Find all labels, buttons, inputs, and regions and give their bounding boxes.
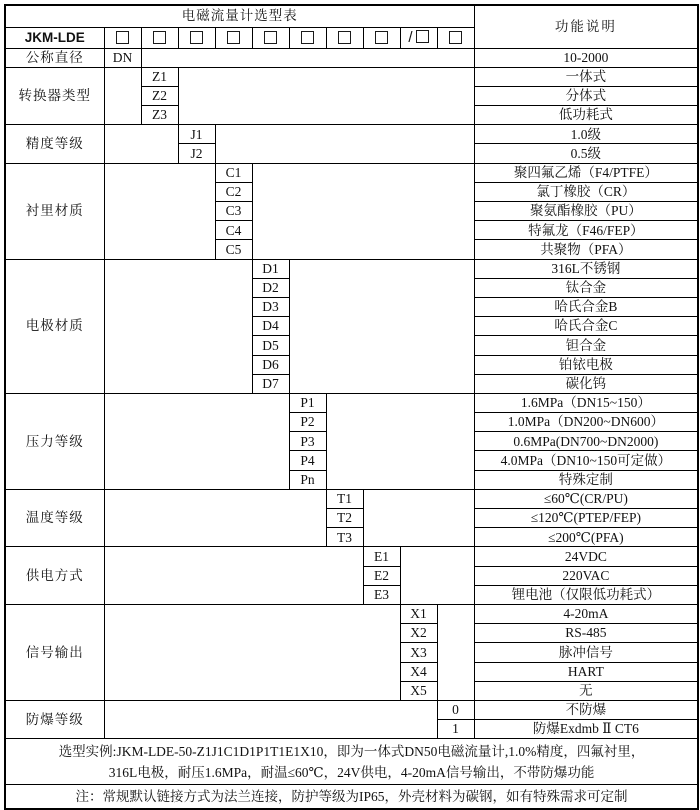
model-checkbox-cell[interactable]: [363, 27, 400, 48]
option-description: 特殊定制: [474, 470, 698, 489]
blank-cell: [104, 489, 326, 547]
option-description: 1.0级: [474, 125, 698, 144]
option-description: 锂电池（仅限低功耗式）: [474, 585, 698, 604]
blank-cell: [104, 125, 178, 163]
model-checkbox-cell[interactable]: [252, 27, 289, 48]
blank-cell: [215, 125, 474, 163]
blank-cell: [104, 259, 252, 393]
option-code: D7: [252, 374, 289, 393]
option-code: D1: [252, 259, 289, 278]
option-description: 脉冲信号: [474, 643, 698, 662]
option-description: 低功耗式: [474, 106, 698, 125]
option-code: C2: [215, 182, 252, 201]
option-description: 分体式: [474, 86, 698, 105]
option-row: [5, 393, 698, 412]
checkbox-icon: [190, 31, 203, 44]
blank-cell: [104, 604, 400, 700]
option-code: C5: [215, 240, 252, 259]
group-label: 公称直径: [5, 48, 104, 67]
selection-example-row: [5, 739, 698, 785]
option-description: RS-485: [474, 624, 698, 643]
option-description: 1.0MPa（DN200~DN600）: [474, 413, 698, 432]
option-description: ≤60℃(CR/PU): [474, 489, 698, 508]
blank-cell: [104, 163, 215, 259]
selection-example-cell: [5, 739, 698, 785]
blank-cell: [104, 547, 363, 605]
option-code: D6: [252, 355, 289, 374]
group-label: 温度等级: [5, 489, 104, 547]
note-row: [5, 785, 698, 809]
option-description: 碳化钨: [474, 374, 698, 393]
option-row: [5, 547, 698, 566]
checkbox-icon: [116, 31, 129, 44]
option-code: D3: [252, 297, 289, 316]
option-code: P2: [289, 413, 326, 432]
selection-table: [4, 4, 699, 810]
blank-cell: [326, 393, 474, 489]
selection-example-line2: 316L电极，耐压1.6MPa，耐温≤60℃，24V供电，4-20mA信号输出，不带防爆功能: [108, 764, 595, 780]
option-code: X3: [400, 643, 437, 662]
blank-cell: [104, 393, 289, 489]
option-code: E1: [363, 547, 400, 566]
option-row: [5, 259, 698, 278]
option-code: D5: [252, 336, 289, 355]
group-label: 防爆等级: [5, 700, 104, 738]
model-checkbox-cell[interactable]: [178, 27, 215, 48]
group-label: 转换器类型: [5, 67, 104, 125]
option-description: 哈氏合金C: [474, 317, 698, 336]
option-description: 4.0MPa（DN10~150可定做）: [474, 451, 698, 470]
blank-cell: [104, 67, 141, 125]
model-checkbox-cell[interactable]: [104, 27, 141, 48]
group-label: 电极材质: [5, 259, 104, 393]
option-code: P4: [289, 451, 326, 470]
option-row: [5, 125, 698, 144]
option-code: Z2: [141, 86, 178, 105]
option-code: T3: [326, 528, 363, 547]
option-code: D2: [252, 278, 289, 297]
option-code: X2: [400, 624, 437, 643]
option-row: [5, 700, 698, 719]
option-description: 共聚物（PFA）: [474, 240, 698, 259]
option-description: 钛合金: [474, 278, 698, 297]
model-checkbox-cell[interactable]: [437, 27, 474, 48]
option-code: J2: [178, 144, 215, 163]
option-description: 4-20mA: [474, 604, 698, 623]
group-label: 压力等级: [5, 393, 104, 489]
option-code: DN: [104, 48, 141, 67]
blank-cell: [363, 489, 474, 547]
checkbox-icon: [375, 31, 388, 44]
option-description: 220VAC: [474, 566, 698, 585]
option-row: [5, 489, 698, 508]
blank-cell: [437, 604, 474, 700]
option-description: 铂铱电极: [474, 355, 698, 374]
option-description: 24VDC: [474, 547, 698, 566]
model-checkbox-cell[interactable]: [400, 27, 437, 48]
option-description: 钽合金: [474, 336, 698, 355]
page-title: 电磁流量计选型表: [5, 5, 474, 27]
option-code: D4: [252, 317, 289, 336]
option-description: 一体式: [474, 67, 698, 86]
option-row: [5, 67, 698, 86]
blank-cell: [252, 163, 474, 259]
checkbox-icon: [153, 31, 166, 44]
option-code: X5: [400, 681, 437, 700]
option-code: Pn: [289, 470, 326, 489]
option-code: C3: [215, 202, 252, 221]
checkbox-icon: [416, 30, 429, 43]
function-column-header: 功能说明: [474, 5, 698, 48]
option-description: 聚四氟乙烯（F4/PTFE）: [474, 163, 698, 182]
option-description: 无: [474, 681, 698, 700]
title-row: [5, 5, 698, 27]
option-description: 氯丁橡胶（CR）: [474, 182, 698, 201]
option-description: 特氟龙（F46/FEP）: [474, 221, 698, 240]
blank-cell: [178, 67, 474, 125]
option-code: E3: [363, 585, 400, 604]
option-code: Z1: [141, 67, 178, 86]
option-description: 不防爆: [474, 700, 698, 719]
option-code: J1: [178, 125, 215, 144]
group-label: 信号输出: [5, 604, 104, 700]
option-code: X1: [400, 604, 437, 623]
model-checkbox-cell[interactable]: [289, 27, 326, 48]
checkbox-icon: [338, 31, 351, 44]
group-label: 供电方式: [5, 547, 104, 605]
model-checkbox-cell[interactable]: [215, 27, 252, 48]
option-code: T1: [326, 489, 363, 508]
model-prefix-label: JKM-LDE: [5, 27, 104, 48]
option-description: 10-2000: [474, 48, 698, 67]
group-label: 衬里材质: [5, 163, 104, 259]
option-code: C4: [215, 221, 252, 240]
option-row: [5, 604, 698, 623]
option-code: 1: [437, 720, 474, 739]
option-description: ≤200℃(PFA): [474, 528, 698, 547]
selection-example-line1: 选型实例:JKM-LDE-50-Z1J1C1D1P1T1E1X10，即为一体式DN50电磁流量计,1.0%精度，四氟衬里，: [58, 743, 645, 759]
option-description: 316L不锈钢: [474, 259, 698, 278]
option-code: Z3: [141, 106, 178, 125]
option-row: [5, 48, 698, 67]
checkbox-icon: [301, 31, 314, 44]
option-code: 0: [437, 700, 474, 719]
option-row: [5, 163, 698, 182]
blank-cell: [400, 547, 474, 605]
checkbox-icon: [449, 31, 462, 44]
slash-separator: /: [408, 29, 413, 47]
option-code: P3: [289, 432, 326, 451]
model-checkbox-cell[interactable]: [326, 27, 363, 48]
option-description: HART: [474, 662, 698, 681]
option-code: T2: [326, 509, 363, 528]
blank-cell: [104, 700, 437, 738]
model-checkbox-cell[interactable]: [141, 27, 178, 48]
option-description: 0.5级: [474, 144, 698, 163]
note-text: 注：常规默认链接方式为法兰连接，防护等级为IP65，外壳材料为碳钢，如有特殊需求可定制: [5, 785, 698, 809]
checkbox-icon: [264, 31, 277, 44]
blank-cell: [289, 259, 474, 393]
option-description: 哈氏合金B: [474, 297, 698, 316]
option-description: 防爆Exdmb Ⅱ CT6: [474, 720, 698, 739]
option-code: X4: [400, 662, 437, 681]
option-description: ≤120℃(PTEP/FEP): [474, 509, 698, 528]
group-label: 精度等级: [5, 125, 104, 163]
option-code: P1: [289, 393, 326, 412]
option-description: 聚氨酯橡胶（PU）: [474, 202, 698, 221]
option-code: E2: [363, 566, 400, 585]
option-code: C1: [215, 163, 252, 182]
blank-cell: [141, 48, 474, 67]
checkbox-icon: [227, 31, 240, 44]
option-description: 0.6MPa(DN700~DN2000): [474, 432, 698, 451]
option-description: 1.6MPa（DN15~150）: [474, 393, 698, 412]
